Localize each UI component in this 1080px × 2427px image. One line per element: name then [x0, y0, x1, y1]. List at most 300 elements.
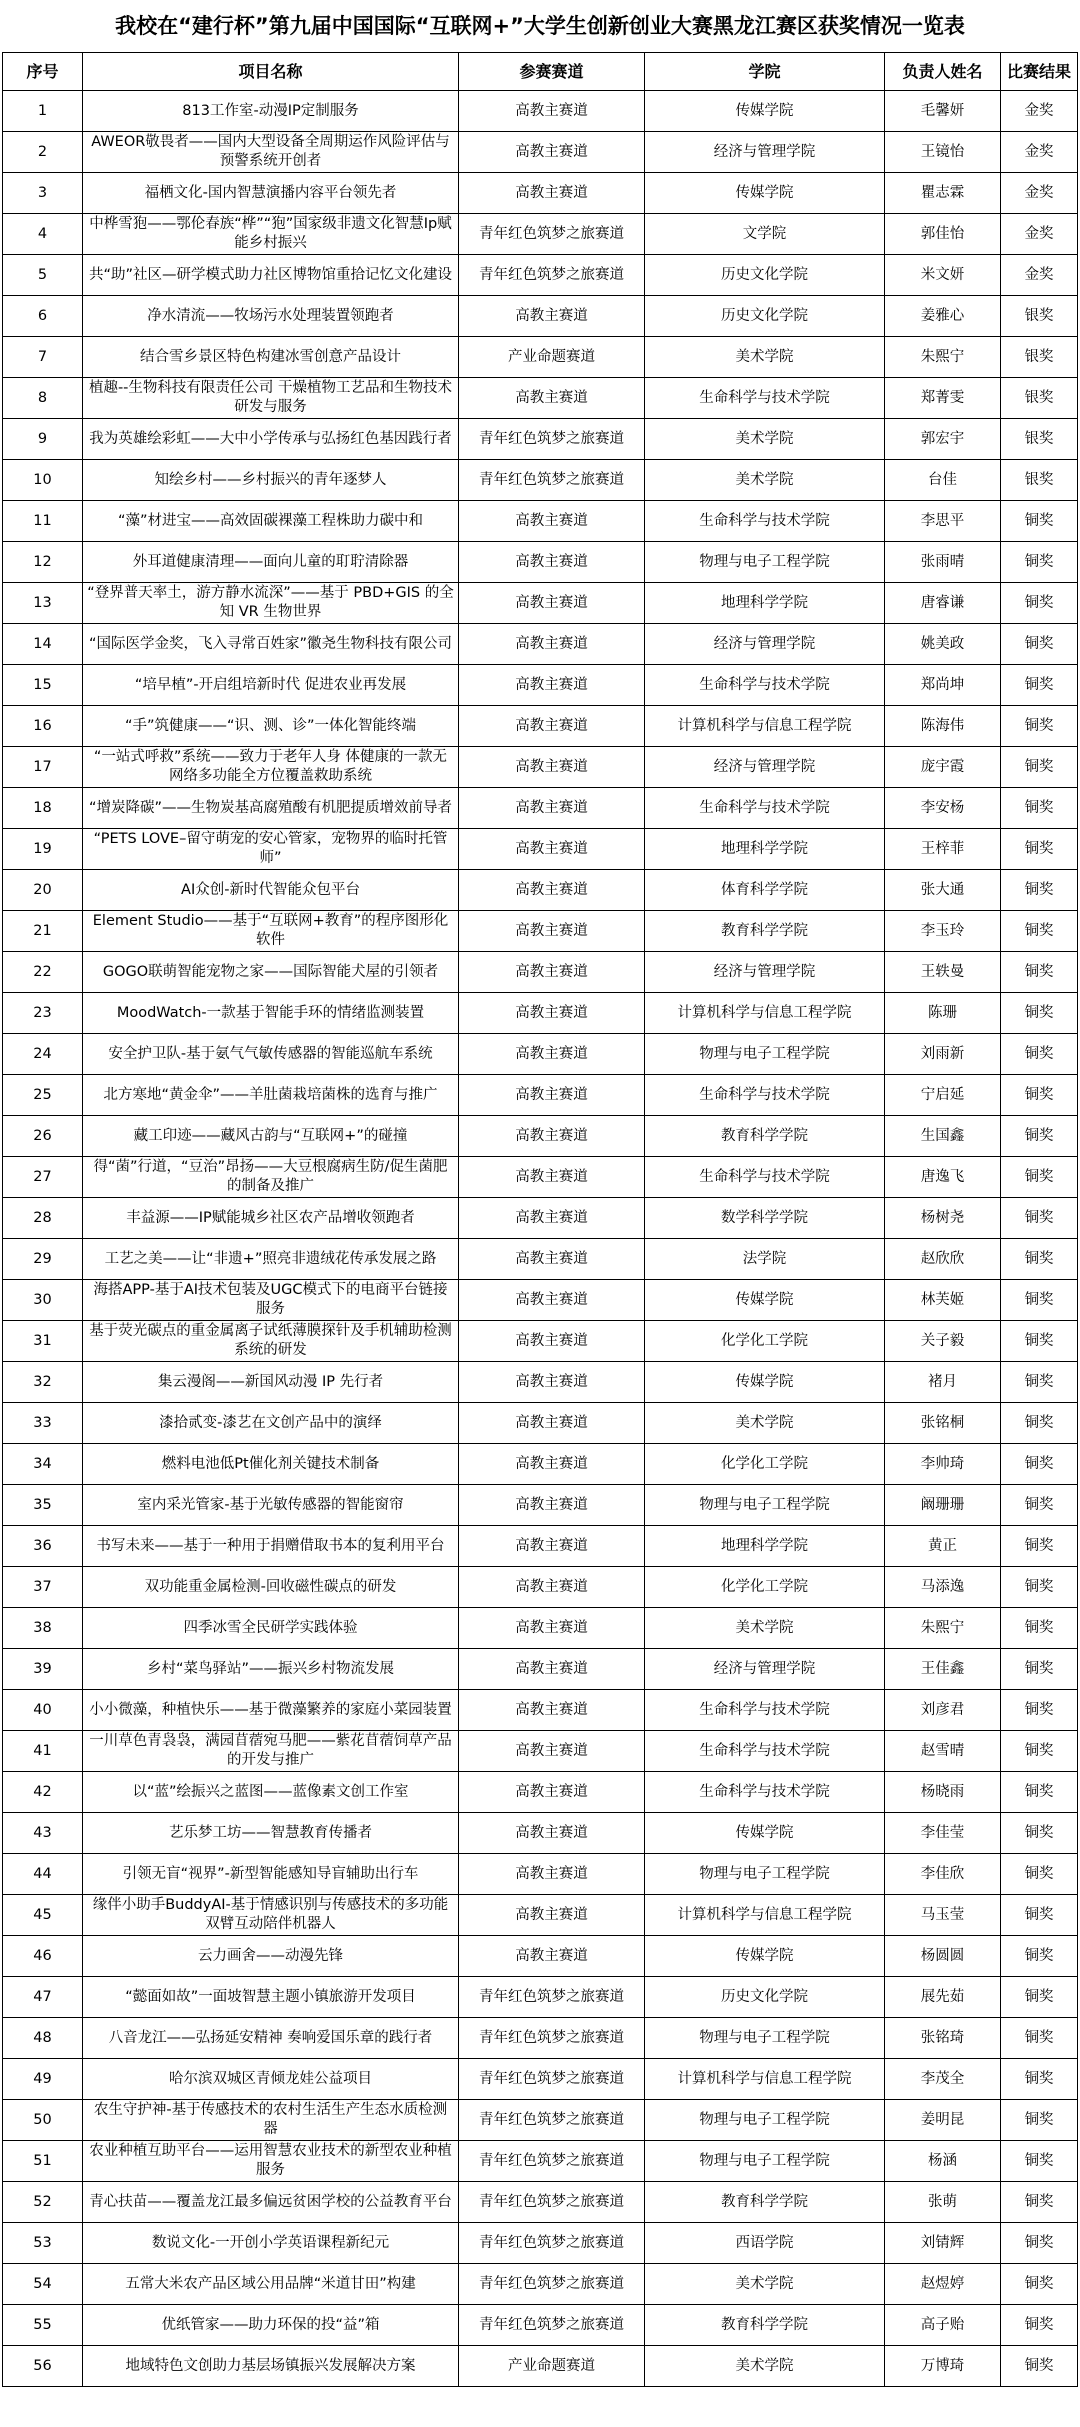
cell-project-name: AWEOR敬畏者——国内大型设备全周期运作风险评估与预警系统开创者	[83, 132, 459, 173]
cell-college: 历史文化学院	[645, 255, 885, 296]
cell-award-result: 银奖	[1001, 460, 1078, 501]
cell-leader-name: 郑菁雯	[885, 378, 1001, 419]
cell-track: 高教主赛道	[459, 993, 645, 1034]
cell-leader-name: 阚珊珊	[885, 1485, 1001, 1526]
cell-college: 生命科学与技术学院	[645, 1690, 885, 1731]
cell-no: 1	[3, 91, 83, 132]
cell-college: 生命科学与技术学院	[645, 501, 885, 542]
cell-no: 54	[3, 2264, 83, 2305]
cell-award-result: 铜奖	[1001, 1895, 1078, 1936]
cell-track: 高教主赛道	[459, 1649, 645, 1690]
cell-award-result: 铜奖	[1001, 911, 1078, 952]
table-row	[3, 2141, 1078, 2182]
cell-project-name: 海搭APP-基于AI技术包装及UGC模式下的电商平台链接服务	[83, 1280, 459, 1321]
cell-leader-name: 庞宇霞	[885, 747, 1001, 788]
table-row	[3, 1936, 1078, 1977]
cell-project-name: 工艺之美——让“非遗+”照亮非遗绒花传承发展之路	[83, 1239, 459, 1280]
cell-no: 2	[3, 132, 83, 173]
table-row	[3, 2018, 1078, 2059]
cell-no: 16	[3, 706, 83, 747]
cell-college: 美术学院	[645, 419, 885, 460]
cell-project-name: “PETS LOVE–留守萌宠的安心管家，宠物界的临时托管师”	[83, 829, 459, 870]
table-row	[3, 1116, 1078, 1157]
table-row	[3, 1854, 1078, 1895]
cell-college: 物理与电子工程学院	[645, 2141, 885, 2182]
cell-track: 青年红色筑梦之旅赛道	[459, 2141, 645, 2182]
cell-no: 19	[3, 829, 83, 870]
cell-no: 4	[3, 214, 83, 255]
cell-leader-name: 王佳鑫	[885, 1649, 1001, 1690]
cell-award-result: 金奖	[1001, 214, 1078, 255]
table-row	[3, 460, 1078, 501]
cell-award-result: 铜奖	[1001, 952, 1078, 993]
cell-leader-name: 关子毅	[885, 1321, 1001, 1362]
cell-college: 法学院	[645, 1239, 885, 1280]
cell-project-name: 知绘乡村——乡村振兴的青年逐梦人	[83, 460, 459, 501]
cell-college: 物理与电子工程学院	[645, 542, 885, 583]
cell-project-name: 集云漫阁——新国风动漫 IP 先行者	[83, 1362, 459, 1403]
cell-award-result: 铜奖	[1001, 1157, 1078, 1198]
cell-leader-name: 张萌	[885, 2182, 1001, 2223]
table-row	[3, 1485, 1078, 1526]
table-row	[3, 2059, 1078, 2100]
cell-project-name: 一川草色青袅袅，满园苜蓿宛马肥——紫花苜蓿饲草产品的开发与推广	[83, 1731, 459, 1772]
cell-award-result: 铜奖	[1001, 624, 1078, 665]
cell-track: 高教主赛道	[459, 1403, 645, 1444]
table-row	[3, 1526, 1078, 1567]
cell-project-name: 基于荧光碳点的重金属离子试纸薄膜探针及手机辅助检测系统的研发	[83, 1321, 459, 1362]
cell-no: 44	[3, 1854, 83, 1895]
cell-college: 历史文化学院	[645, 296, 885, 337]
table-body	[3, 91, 1078, 2387]
cell-college: 物理与电子工程学院	[645, 2100, 885, 2141]
table-row	[3, 1362, 1078, 1403]
cell-college: 传媒学院	[645, 1280, 885, 1321]
cell-college: 生命科学与技术学院	[645, 788, 885, 829]
cell-award-result: 银奖	[1001, 296, 1078, 337]
cell-leader-name: 张雨晴	[885, 542, 1001, 583]
table-header-row	[3, 53, 1078, 91]
table-row	[3, 1157, 1078, 1198]
table-row	[3, 296, 1078, 337]
cell-leader-name: 唐逸飞	[885, 1157, 1001, 1198]
cell-college: 地理科学学院	[645, 583, 885, 624]
header-result: 比赛结果	[1001, 53, 1078, 91]
header-leader: 负责人姓名	[885, 53, 1001, 91]
cell-leader-name: 瞿志霖	[885, 173, 1001, 214]
cell-track: 高教主赛道	[459, 788, 645, 829]
cell-leader-name: 朱熙宁	[885, 1608, 1001, 1649]
cell-college: 历史文化学院	[645, 1977, 885, 2018]
table-row	[3, 1321, 1078, 1362]
cell-leader-name: 唐睿谦	[885, 583, 1001, 624]
cell-leader-name: 李安杨	[885, 788, 1001, 829]
cell-project-name: 结合雪乡景区特色构建冰雪创意产品设计	[83, 337, 459, 378]
cell-no: 17	[3, 747, 83, 788]
table-row	[3, 255, 1078, 296]
table-row	[3, 1034, 1078, 1075]
cell-award-result: 铜奖	[1001, 1608, 1078, 1649]
table-row	[3, 1813, 1078, 1854]
cell-award-result: 铜奖	[1001, 1034, 1078, 1075]
cell-leader-name: 杨晓雨	[885, 1772, 1001, 1813]
cell-project-name: 艺乐梦工坊——智慧教育传播者	[83, 1813, 459, 1854]
cell-track: 高教主赛道	[459, 1034, 645, 1075]
cell-college: 教育科学学院	[645, 911, 885, 952]
table-row	[3, 2346, 1078, 2387]
cell-leader-name: 王轶曼	[885, 952, 1001, 993]
cell-college: 经济与管理学院	[645, 624, 885, 665]
cell-project-name: 农业种植互助平台——运用智慧农业技术的新型农业种植服务	[83, 2141, 459, 2182]
cell-no: 7	[3, 337, 83, 378]
cell-project-name: 乡村“菜鸟驿站”——振兴乡村物流发展	[83, 1649, 459, 1690]
cell-no: 38	[3, 1608, 83, 1649]
cell-track: 青年红色筑梦之旅赛道	[459, 214, 645, 255]
cell-no: 34	[3, 1444, 83, 1485]
cell-no: 24	[3, 1034, 83, 1075]
cell-leader-name: 马玉莹	[885, 1895, 1001, 1936]
cell-award-result: 铜奖	[1001, 1567, 1078, 1608]
cell-track: 高教主赛道	[459, 870, 645, 911]
cell-no: 27	[3, 1157, 83, 1198]
table-row	[3, 1403, 1078, 1444]
cell-project-name: GOGO联萌智能宠物之家——国际智能犬屋的引领者	[83, 952, 459, 993]
cell-track: 高教主赛道	[459, 1854, 645, 1895]
table-row	[3, 1444, 1078, 1485]
cell-no: 52	[3, 2182, 83, 2223]
cell-project-name: 青心扶苗——覆盖龙江最多偏远贫困学校的公益教育平台	[83, 2182, 459, 2223]
cell-no: 40	[3, 1690, 83, 1731]
cell-leader-name: 宁启延	[885, 1075, 1001, 1116]
cell-project-name: 优纸管家——助力环保的投“益”箱	[83, 2305, 459, 2346]
cell-leader-name: 台佳	[885, 460, 1001, 501]
cell-project-name: 植趣--生物科技有限责任公司 干燥植物工艺品和生物技术研发与服务	[83, 378, 459, 419]
table-row	[3, 1198, 1078, 1239]
cell-leader-name: 李帅琦	[885, 1444, 1001, 1485]
table-row	[3, 214, 1078, 255]
cell-leader-name: 赵雪晴	[885, 1731, 1001, 1772]
cell-award-result: 铜奖	[1001, 2141, 1078, 2182]
cell-project-name: 数说文化-一开创小学英语课程新纪元	[83, 2223, 459, 2264]
cell-track: 高教主赛道	[459, 1731, 645, 1772]
cell-leader-name: 毛馨妍	[885, 91, 1001, 132]
table-row	[3, 2100, 1078, 2141]
cell-track: 高教主赛道	[459, 1321, 645, 1362]
cell-award-result: 铜奖	[1001, 2100, 1078, 2141]
cell-no: 12	[3, 542, 83, 583]
cell-project-name: 得“菌”行道，“豆治”昂扬——大豆根腐病生防/促生菌肥的制备及推广	[83, 1157, 459, 1198]
cell-track: 高教主赛道	[459, 1444, 645, 1485]
cell-leader-name: 展先茹	[885, 1977, 1001, 2018]
cell-track: 产业命题赛道	[459, 2346, 645, 2387]
cell-project-name: “手”筑健康——“识、测、诊”一体化智能终端	[83, 706, 459, 747]
cell-track: 青年红色筑梦之旅赛道	[459, 2182, 645, 2223]
cell-track: 高教主赛道	[459, 829, 645, 870]
table-row	[3, 583, 1078, 624]
cell-track: 高教主赛道	[459, 1526, 645, 1567]
cell-no: 28	[3, 1198, 83, 1239]
table-row	[3, 1977, 1078, 2018]
cell-award-result: 铜奖	[1001, 1075, 1078, 1116]
cell-college: 物理与电子工程学院	[645, 1854, 885, 1895]
cell-leader-name: 张大通	[885, 870, 1001, 911]
cell-college: 化学化工学院	[645, 1321, 885, 1362]
table-row	[3, 501, 1078, 542]
cell-college: 生命科学与技术学院	[645, 1157, 885, 1198]
cell-project-name: 八音龙江——弘扬延安精神 奏响爱国乐章的践行者	[83, 2018, 459, 2059]
cell-project-name: “增炭降碳”——生物炭基高腐殖酸有机肥提质增效前导者	[83, 788, 459, 829]
cell-college: 经济与管理学院	[645, 1649, 885, 1690]
cell-no: 46	[3, 1936, 83, 1977]
cell-project-name: 五常大米农产品区域公用品牌“米道甘田”构建	[83, 2264, 459, 2305]
cell-project-name: 丰益源——IP赋能城乡社区农产品增收领跑者	[83, 1198, 459, 1239]
cell-no: 39	[3, 1649, 83, 1690]
cell-leader-name: 赵煜婷	[885, 2264, 1001, 2305]
cell-college: 生命科学与技术学院	[645, 1075, 885, 1116]
cell-no: 10	[3, 460, 83, 501]
cell-no: 20	[3, 870, 83, 911]
cell-no: 8	[3, 378, 83, 419]
cell-award-result: 铜奖	[1001, 993, 1078, 1034]
cell-project-name: 中桦雪狍——鄂伦春族“桦”“狍”国家级非遗文化智慧Ip赋能乡村振兴	[83, 214, 459, 255]
table-row	[3, 1567, 1078, 1608]
cell-award-result: 铜奖	[1001, 1772, 1078, 1813]
awards-table	[2, 52, 1078, 2387]
cell-no: 14	[3, 624, 83, 665]
cell-leader-name: 李玉玲	[885, 911, 1001, 952]
cell-award-result: 铜奖	[1001, 829, 1078, 870]
cell-award-result: 金奖	[1001, 132, 1078, 173]
cell-award-result: 铜奖	[1001, 542, 1078, 583]
cell-project-name: 以“蓝”绘振兴之蓝图——蓝像素文创工作室	[83, 1772, 459, 1813]
cell-leader-name: 王梓菲	[885, 829, 1001, 870]
cell-college: 地理科学学院	[645, 829, 885, 870]
cell-college: 西语学院	[645, 2223, 885, 2264]
cell-no: 29	[3, 1239, 83, 1280]
cell-leader-name: 陈珊	[885, 993, 1001, 1034]
table-row	[3, 1075, 1078, 1116]
table-row	[3, 1731, 1078, 1772]
cell-college: 美术学院	[645, 2346, 885, 2387]
cell-project-name: “国际医学金奖，飞入寻常百姓家”徽尧生物科技有限公司	[83, 624, 459, 665]
cell-leader-name: 姜明昆	[885, 2100, 1001, 2141]
cell-college: 教育科学学院	[645, 2182, 885, 2223]
cell-no: 41	[3, 1731, 83, 1772]
cell-track: 高教主赛道	[459, 1198, 645, 1239]
cell-track: 高教主赛道	[459, 1608, 645, 1649]
cell-project-name: 外耳道健康清理——面向儿童的耵聍清除器	[83, 542, 459, 583]
table-row	[3, 952, 1078, 993]
table-row	[3, 706, 1078, 747]
cell-track: 青年红色筑梦之旅赛道	[459, 2059, 645, 2100]
cell-leader-name: 李佳欣	[885, 1854, 1001, 1895]
table-row	[3, 2182, 1078, 2223]
cell-no: 21	[3, 911, 83, 952]
cell-track: 高教主赛道	[459, 1116, 645, 1157]
table-row	[3, 1608, 1078, 1649]
cell-no: 5	[3, 255, 83, 296]
cell-award-result: 铜奖	[1001, 1813, 1078, 1854]
table-row	[3, 91, 1078, 132]
cell-college: 计算机科学与信息工程学院	[645, 993, 885, 1034]
cell-college: 生命科学与技术学院	[645, 1772, 885, 1813]
table-row	[3, 1690, 1078, 1731]
cell-track: 高教主赛道	[459, 1813, 645, 1854]
cell-track: 青年红色筑梦之旅赛道	[459, 2223, 645, 2264]
table-row	[3, 829, 1078, 870]
cell-no: 49	[3, 2059, 83, 2100]
cell-leader-name: 王镜怡	[885, 132, 1001, 173]
cell-college: 经济与管理学院	[645, 952, 885, 993]
cell-track: 高教主赛道	[459, 747, 645, 788]
cell-leader-name: 马添逸	[885, 1567, 1001, 1608]
cell-no: 31	[3, 1321, 83, 1362]
cell-leader-name: 杨圆圆	[885, 1936, 1001, 1977]
cell-award-result: 银奖	[1001, 419, 1078, 460]
table-row	[3, 132, 1078, 173]
cell-college: 教育科学学院	[645, 2305, 885, 2346]
cell-college: 传媒学院	[645, 1362, 885, 1403]
cell-award-result: 铜奖	[1001, 2223, 1078, 2264]
cell-award-result: 铜奖	[1001, 1403, 1078, 1444]
cell-no: 45	[3, 1895, 83, 1936]
table-row	[3, 1772, 1078, 1813]
cell-college: 地理科学学院	[645, 1526, 885, 1567]
cell-no: 47	[3, 1977, 83, 2018]
cell-award-result: 铜奖	[1001, 1362, 1078, 1403]
cell-no: 56	[3, 2346, 83, 2387]
cell-award-result: 银奖	[1001, 337, 1078, 378]
cell-track: 高教主赛道	[459, 296, 645, 337]
cell-project-name: “藻”材进宝——高效固碳裸藻工程株助力碳中和	[83, 501, 459, 542]
cell-leader-name: 米文妍	[885, 255, 1001, 296]
cell-college: 美术学院	[645, 1403, 885, 1444]
cell-project-name: 藏工印迹——藏风古韵与“互联网+”的碰撞	[83, 1116, 459, 1157]
cell-award-result: 铜奖	[1001, 501, 1078, 542]
cell-college: 传媒学院	[645, 1813, 885, 1854]
cell-leader-name: 杨涵	[885, 2141, 1001, 2182]
cell-award-result: 铜奖	[1001, 1444, 1078, 1485]
cell-college: 文学院	[645, 214, 885, 255]
cell-project-name: AI众创-新时代智能众包平台	[83, 870, 459, 911]
cell-leader-name: 姚美政	[885, 624, 1001, 665]
cell-track: 高教主赛道	[459, 665, 645, 706]
cell-leader-name: 李思平	[885, 501, 1001, 542]
cell-no: 26	[3, 1116, 83, 1157]
table-row	[3, 337, 1078, 378]
cell-leader-name: 朱熙宁	[885, 337, 1001, 378]
cell-college: 计算机科学与信息工程学院	[645, 706, 885, 747]
cell-college: 数学科学学院	[645, 1198, 885, 1239]
table-row	[3, 378, 1078, 419]
cell-award-result: 铜奖	[1001, 1854, 1078, 1895]
header-track: 参赛赛道	[459, 53, 645, 91]
cell-leader-name: 刘雨新	[885, 1034, 1001, 1075]
table-row	[3, 173, 1078, 214]
table-row	[3, 1239, 1078, 1280]
cell-college: 传媒学院	[645, 91, 885, 132]
cell-track: 高教主赛道	[459, 542, 645, 583]
cell-no: 25	[3, 1075, 83, 1116]
cell-college: 物理与电子工程学院	[645, 2018, 885, 2059]
cell-track: 青年红色筑梦之旅赛道	[459, 2100, 645, 2141]
cell-no: 15	[3, 665, 83, 706]
cell-award-result: 金奖	[1001, 91, 1078, 132]
cell-project-name: 双功能重金属检测-回收磁性碳点的研发	[83, 1567, 459, 1608]
page-title: 我校在“建行杯”第九届中国国际“互联网+”大学生创新创业大赛黑龙江赛区获奖情况一览表	[115, 14, 965, 38]
cell-no: 50	[3, 2100, 83, 2141]
cell-college: 生命科学与技术学院	[645, 1731, 885, 1772]
cell-college: 经济与管理学院	[645, 132, 885, 173]
cell-award-result: 铜奖	[1001, 1198, 1078, 1239]
cell-no: 43	[3, 1813, 83, 1854]
cell-college: 计算机科学与信息工程学院	[645, 1895, 885, 1936]
cell-leader-name: 陈海伟	[885, 706, 1001, 747]
cell-college: 计算机科学与信息工程学院	[645, 2059, 885, 2100]
cell-track: 高教主赛道	[459, 952, 645, 993]
cell-project-name: 农生守护神-基于传感技术的农村生活生产生态水质检测器	[83, 2100, 459, 2141]
cell-leader-name: 李佳莹	[885, 1813, 1001, 1854]
cell-project-name: 我为英雄绘彩虹——大中小学传承与弘扬红色基因践行者	[83, 419, 459, 460]
cell-track: 高教主赛道	[459, 132, 645, 173]
cell-award-result: 铜奖	[1001, 665, 1078, 706]
cell-no: 11	[3, 501, 83, 542]
cell-project-name: 北方寒地“黄金伞”——羊肚菌栽培菌株的选育与推广	[83, 1075, 459, 1116]
cell-award-result: 铜奖	[1001, 2059, 1078, 2100]
cell-project-name: 小小微藻，种植快乐——基于微藻繁养的家庭小菜园装置	[83, 1690, 459, 1731]
cell-project-name: 燃料电池低Pt催化剂关键技术制备	[83, 1444, 459, 1485]
cell-project-name: “登界普天率土，游方静水流深”——基于 PBD+GIS 的全知 VR 生物世界	[83, 583, 459, 624]
cell-no: 6	[3, 296, 83, 337]
header-no: 序号	[3, 53, 83, 91]
cell-project-name: 漆拾贰变-漆艺在文创产品中的演绎	[83, 1403, 459, 1444]
table-row	[3, 911, 1078, 952]
table-row	[3, 1280, 1078, 1321]
cell-track: 产业命题赛道	[459, 337, 645, 378]
cell-award-result: 铜奖	[1001, 747, 1078, 788]
cell-award-result: 铜奖	[1001, 1485, 1078, 1526]
cell-college: 体育科学学院	[645, 870, 885, 911]
cell-leader-name: 高子贻	[885, 2305, 1001, 2346]
cell-no: 9	[3, 419, 83, 460]
cell-no: 22	[3, 952, 83, 993]
cell-track: 高教主赛道	[459, 1567, 645, 1608]
table-row	[3, 2223, 1078, 2264]
cell-college: 美术学院	[645, 2264, 885, 2305]
cell-college: 化学化工学院	[645, 1567, 885, 1608]
cell-no: 53	[3, 2223, 83, 2264]
cell-no: 18	[3, 788, 83, 829]
cell-college: 美术学院	[645, 460, 885, 501]
cell-project-name: 云力画舍——动漫先锋	[83, 1936, 459, 1977]
cell-project-name: “一站式呼救”系统——致力于老年人身 体健康的一款无网络多功能全方位覆盖救助系统	[83, 747, 459, 788]
cell-award-result: 金奖	[1001, 173, 1078, 214]
cell-track: 青年红色筑梦之旅赛道	[459, 419, 645, 460]
table-row	[3, 665, 1078, 706]
cell-project-name: 缘伴小助手BuddyAI-基于情感识别与传感技术的多功能双臂互动陪伴机器人	[83, 1895, 459, 1936]
cell-track: 青年红色筑梦之旅赛道	[459, 2264, 645, 2305]
cell-award-result: 铜奖	[1001, 870, 1078, 911]
header-college: 学院	[645, 53, 885, 91]
cell-award-result: 铜奖	[1001, 2264, 1078, 2305]
cell-award-result: 铜奖	[1001, 1731, 1078, 1772]
cell-no: 42	[3, 1772, 83, 1813]
cell-project-name: 净水清流——牧场污水处理装置领跑者	[83, 296, 459, 337]
cell-leader-name: 赵欣欣	[885, 1239, 1001, 1280]
cell-project-name: 共“助”社区—研学模式助力社区博物馆重拾记忆文化建设	[83, 255, 459, 296]
cell-track: 高教主赛道	[459, 1485, 645, 1526]
cell-project-name: 引领无盲“视界”-新型智能感知导盲辅助出行车	[83, 1854, 459, 1895]
